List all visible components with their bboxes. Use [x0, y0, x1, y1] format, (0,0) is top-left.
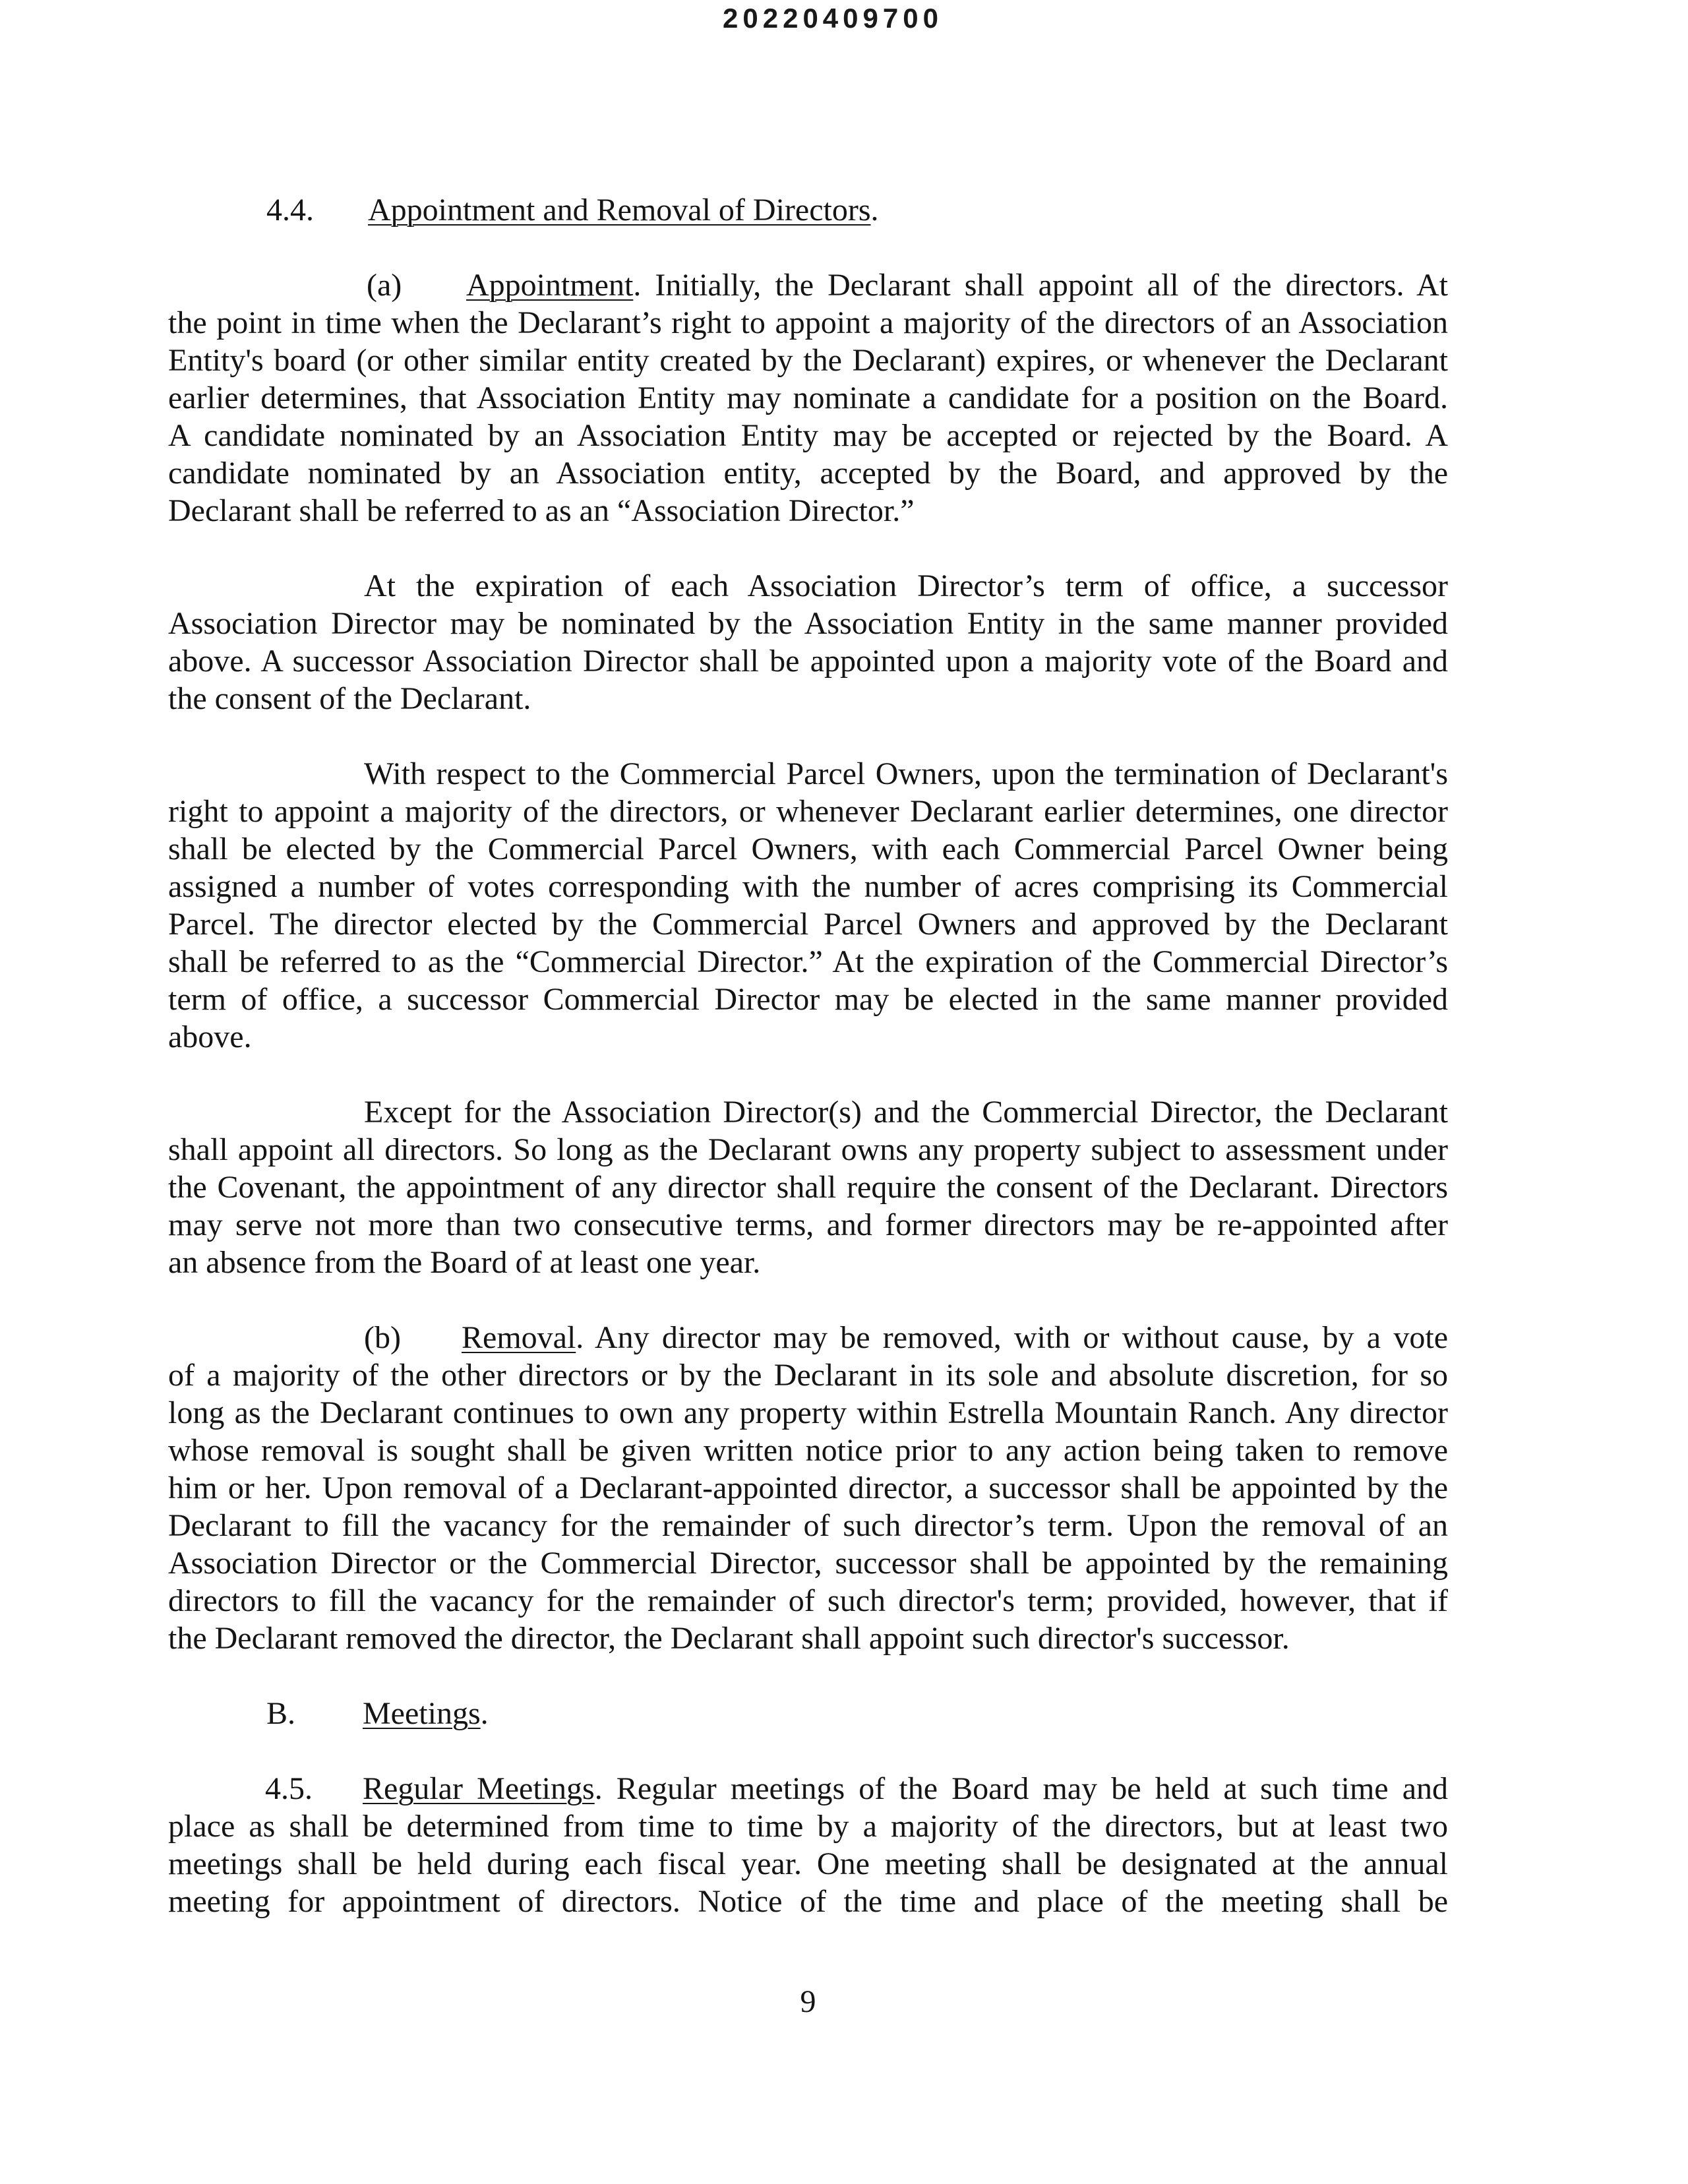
page-number: 9 — [800, 1984, 816, 2019]
spacer — [168, 1657, 1448, 1695]
paragraph-a-line: A candidate nominated by an Association Entity may be accepted or rejected by the Board. A — [168, 418, 1448, 453]
section-4-5-number: 4.5. — [265, 1771, 313, 1806]
spacer — [168, 717, 1448, 755]
section-4-5-first-line-rest: . Regular meetings of the Board may be held at such time and — [594, 1771, 1449, 1806]
section-title-period: . — [870, 193, 879, 228]
section-4-5-line: meeting for appointment of directors. Notice of the time and place of the meeting shall be — [168, 1884, 1448, 1919]
paragraph-commercial-last-line: above. — [168, 1019, 252, 1054]
paragraph-except-first-line: Except for the Association Director(s) and the Commercial Director, the Declarant — [364, 1095, 1448, 1130]
section-title — [368, 191, 879, 229]
paragraph-a-line: candidate nominated by an Association entity, accepted by the Board, and approved by the — [168, 456, 1448, 491]
paragraph-except-line: may serve not more than two consecutive terms, and former directors may be re-appointed after — [168, 1207, 1448, 1242]
section-4-5-first-line — [168, 1770, 1448, 1807]
paragraph-except-line: the Covenant, the appointment of any director shall require the consent of the Declarant. Directors — [168, 1170, 1448, 1205]
paragraph-except-line: shall appoint all directors. So long as the Declarant owns any property subject to assessment under — [168, 1132, 1448, 1167]
paragraph-b-line: of a majority of the other directors or by the Declarant in its sole and absolute discretion, for so — [168, 1358, 1448, 1393]
paragraph-b-line: Declarant to fill the vacancy for the remainder of such director’s term. Upon the removal of an — [168, 1508, 1448, 1543]
paragraph-a-line: earlier determines, that Association Entity may nominate a candidate for a position on the Board. — [168, 380, 1448, 415]
paragraph-b-line: Association Director or the Commercial Director, successor shall be appointed by the remaining — [168, 1546, 1448, 1581]
paragraph-successor-line: Association Director may be nominated by the Association Entity in the same manner provided — [168, 606, 1448, 641]
paragraph-successor-first-line: At the expiration of each Association Director’s term of office, a successor — [364, 568, 1448, 603]
paragraph-b-line: him or her. Upon removal of a Declarant-appointed director, a successor shall be appointed by the — [168, 1471, 1448, 1505]
paragraph-b-line: long as the Declarant continues to own any property within Estrella Mountain Ranch. Any director — [168, 1395, 1448, 1430]
spacer — [168, 229, 1448, 266]
subsection-label-b: (b) — [364, 1320, 401, 1355]
subsection-title-appointment: Appointment — [466, 268, 634, 303]
paragraph-b-first-line-rest: . Any director may be removed, with or without cause, by a vote — [576, 1320, 1448, 1355]
paragraph-a-line: Entity's board (or other similar entity created by the Declarant) expires, or whenever the Declarant — [168, 343, 1448, 378]
paragraph-commercial-first-line: With respect to the Commercial Parcel Owners, upon the termination of Declarant's — [364, 756, 1448, 791]
paragraph-b-first-line — [168, 1319, 1448, 1356]
paragraph-commercial-line: shall be referred to as the “Commercial Director.” At the expiration of the Commercial Director’s — [168, 944, 1448, 979]
section-4-5-title: Regular Meetings — [363, 1771, 595, 1806]
paragraph-b-last-line: the Declarant removed the director, the Declarant shall appoint such director's successor. — [168, 1621, 1290, 1656]
section-b-title-text: Meetings — [363, 1696, 481, 1731]
section-number: 4.4. — [266, 193, 314, 228]
section-4-5-line: place as shall be determined from time to time by a majority of the directors, but at least two — [168, 1809, 1448, 1844]
paragraph-a-first-line — [168, 266, 1448, 304]
section-b-title-period: . — [480, 1696, 489, 1731]
paragraph-commercial-line: right to appoint a majority of the directors, or whenever Declarant earlier determines, one director — [168, 794, 1448, 829]
document-number: 20220409700 — [723, 3, 943, 34]
spacer — [168, 1732, 1448, 1770]
paragraph-successor-last-line: the consent of the Declarant. — [168, 681, 531, 716]
paragraph-b-first-line-text — [462, 1319, 1448, 1356]
paragraph-commercial-line: Parcel. The director elected by the Commercial Parcel Owners and approved by the Declarant — [168, 907, 1448, 942]
paragraph-b-line: whose removal is sought shall be given written notice prior to any action being taken to remove — [168, 1433, 1448, 1468]
paragraph-b-line: directors to fill the vacancy for the remainder of such director's term; provided, however, that if — [168, 1583, 1448, 1618]
spacer — [168, 530, 1448, 567]
subsection-label-a: (a) — [367, 268, 402, 303]
document-body — [168, 191, 1448, 1920]
paragraph-a-last-line: Declarant shall be referred to as an “Association Director.” — [168, 493, 915, 528]
section-title-text: Appointment and Removal of Directors — [368, 193, 871, 228]
section-b-label: B. — [266, 1696, 296, 1731]
section-b-title — [363, 1695, 489, 1732]
paragraph-except-last-line: an absence from the Board of at least one year. — [168, 1245, 761, 1280]
paragraph-a-first-line-text — [466, 266, 1448, 304]
paragraph-commercial-line: shall be elected by the Commercial Parcel Owners, with each Commercial Parcel Owner being — [168, 832, 1448, 866]
spacer — [168, 1056, 1448, 1093]
section-heading-4-4 — [168, 191, 1448, 229]
section-4-5-line: meetings shall be held during each fiscal year. One meeting shall be designated at the annual — [168, 1846, 1448, 1881]
paragraph-a-first-line-rest: . Initially, the Declarant shall appoint all of the directors. At — [633, 268, 1448, 303]
section-4-5-first-line-text — [363, 1770, 1448, 1807]
paragraph-successor-line: above. A successor Association Director shall be appointed upon a majority vote of the Board and — [168, 644, 1448, 679]
section-heading-b — [168, 1695, 1448, 1732]
subsection-title-removal: Removal — [462, 1320, 576, 1355]
paragraph-commercial-line: term of office, a successor Commercial Director may be elected in the same manner provided — [168, 982, 1448, 1017]
paragraph-commercial-line: assigned a number of votes corresponding with the number of acres comprising its Commercial — [168, 869, 1448, 904]
paragraph-a-line: the point in time when the Declarant’s right to appoint a majority of the directors of an Association — [168, 305, 1448, 340]
spacer — [168, 1281, 1448, 1319]
